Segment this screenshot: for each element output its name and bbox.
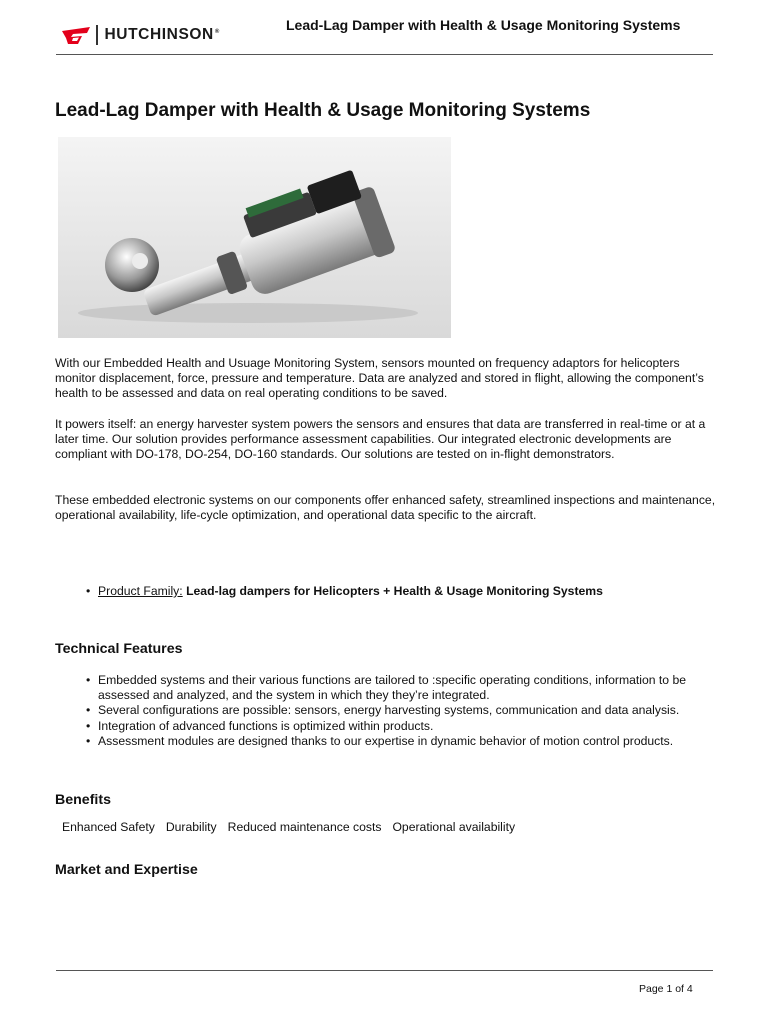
benefits-list xyxy=(62,820,515,834)
product-photo xyxy=(58,137,451,338)
bullet: • xyxy=(86,584,91,598)
hutchinson-mark-icon xyxy=(60,24,92,46)
logo-divider xyxy=(96,25,98,45)
technical-features-heading: Technical Features xyxy=(55,641,183,657)
page-header xyxy=(56,14,713,54)
page-title: Lead-Lag Damper with Health & Usage Monitoring Systems xyxy=(55,100,591,121)
benefits-heading: Benefits xyxy=(55,792,111,808)
list-item: • Assessment modules are designed thanks to our expertise in dynamic behavior of motion control products. xyxy=(86,734,726,749)
intro-paragraph: These embedded electronic systems on our components offer enhanced safety, streamlined inspections and maintenance, operational availability, life-cycle optimization, and operational data specific to the aircraft. xyxy=(55,493,716,523)
list-item: • Several configurations are possible: sensors, energy harvesting systems, communication and data analysis. xyxy=(86,703,726,718)
benefit-tag: Enhanced Safety xyxy=(62,820,155,834)
list-item: • Embedded systems and their various functions are tailored to :specific operating conditions, information to be assessed and analyzed, and the system in which they they’re integrated. xyxy=(86,673,726,703)
benefit-tag: Reduced maintenance costs xyxy=(227,820,382,834)
product-family-label: Product Family: xyxy=(98,584,183,598)
technical-features-list xyxy=(86,673,726,749)
footer-divider xyxy=(56,970,713,971)
product-family-value: Lead-lag dampers for Helicopters + Health & Usage Monitoring Systems xyxy=(186,584,603,598)
benefit-tag: Durability xyxy=(165,820,217,834)
intro-paragraph: With our Embedded Health and Usuage Monitoring System, sensors mounted on frequency adaptors for helicopters monitor displacement, force, pressure and temperature. Data are analyzed and stored in flight, allowing the component’s health to be assessed and data on real operating conditions to be saved. xyxy=(55,356,704,401)
market-heading: Market and Expertise xyxy=(55,862,198,878)
product-family-item xyxy=(86,584,603,598)
header-divider xyxy=(56,54,713,55)
page-number: Page 1 of 4 xyxy=(639,983,693,995)
header-title: Lead-Lag Damper with Health & Usage Monitoring Systems xyxy=(286,17,681,33)
list-item: • Integration of advanced functions is optimized within products. xyxy=(86,719,726,734)
brand-name: HUTCHINSON® xyxy=(104,26,220,43)
intro-paragraph: It powers itself: an energy harvester system powers the sensors and ensures that data are transferred in real-time or at a later time. Our solution provides performance assessment capabilities. Our integrated electronic developments are compliant with DO-178, DO-254, DO-160 standards. Our solutions are tested on in-flight demonstrators. xyxy=(55,417,706,462)
benefit-tag: Operational availability xyxy=(392,820,516,834)
hutchinson-logo xyxy=(60,24,220,46)
